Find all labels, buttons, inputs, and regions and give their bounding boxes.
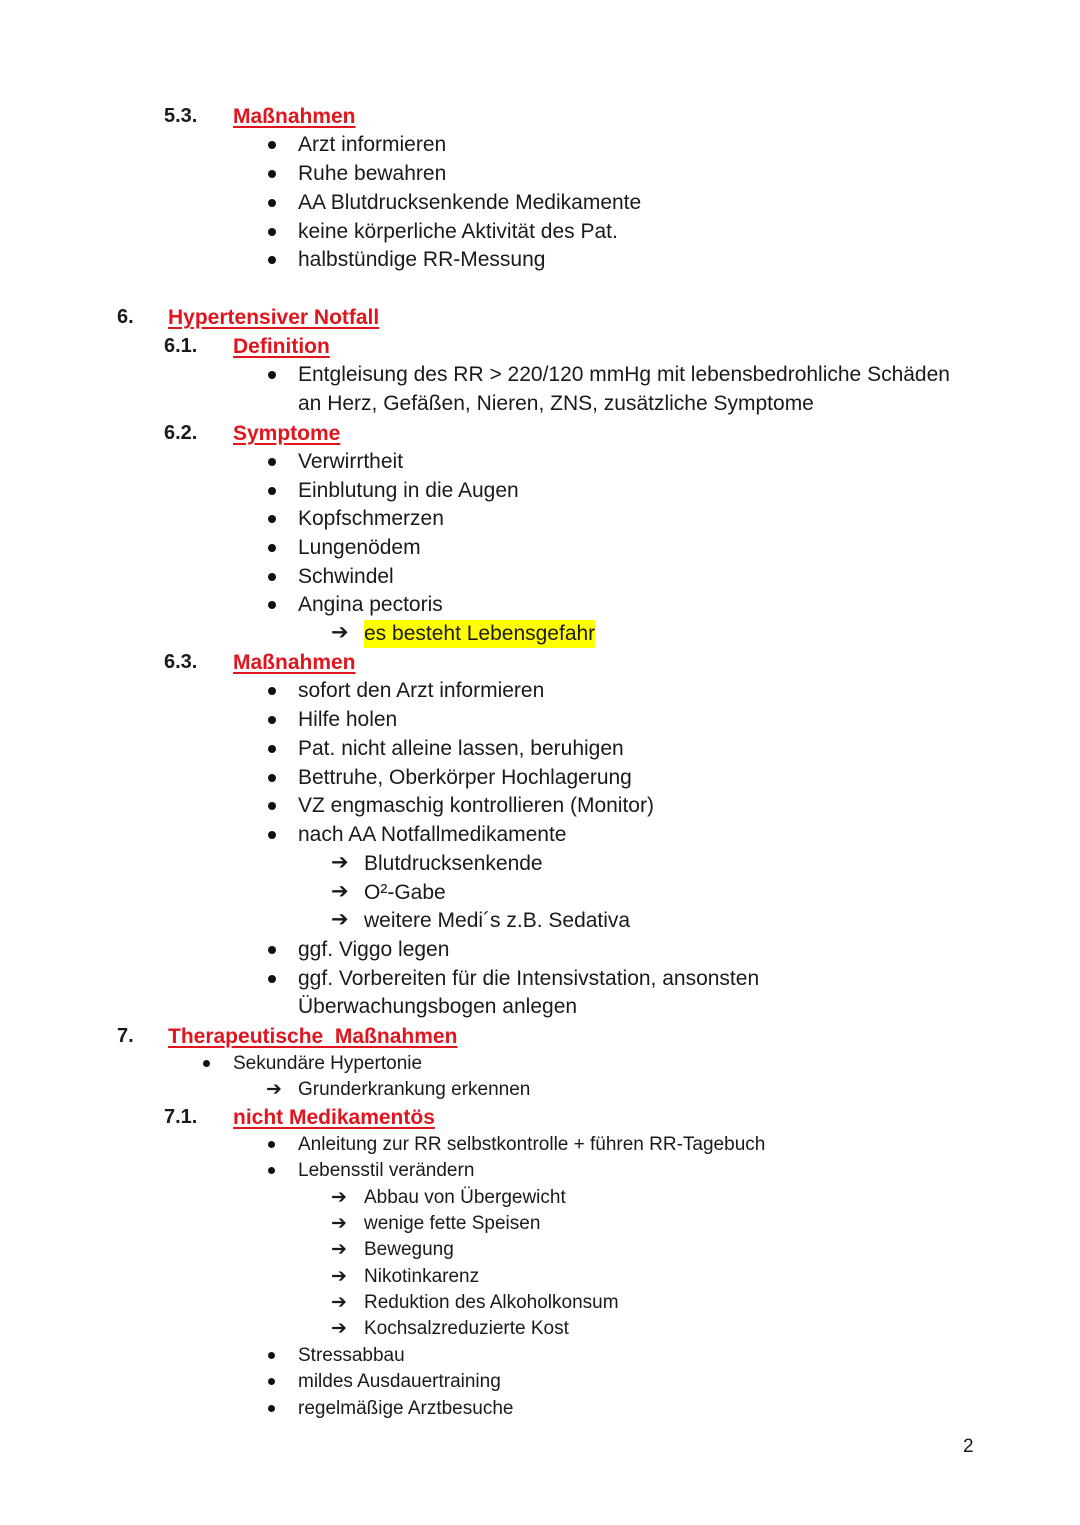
bullet-icon [268, 170, 276, 178]
list-item: sofort den Arzt informieren [298, 679, 545, 702]
bullet-icon [268, 199, 276, 207]
section-heading: Therapeutische Maßnahmen [168, 1025, 458, 1048]
section-number: 7. [117, 1025, 134, 1047]
bullet-icon [268, 1405, 275, 1412]
bullet-icon [268, 802, 276, 810]
section-number: 6. [117, 306, 134, 328]
list-item: ggf. Vorbereiten für die Intensivstation, ansonsten [298, 967, 760, 990]
section-heading: Definition [233, 335, 330, 358]
list-item: ggf. Viggo legen [298, 938, 450, 961]
section-number: 6.3. [164, 651, 198, 673]
section-number: 5.3. [164, 105, 198, 127]
list-item: keine körperliche Aktivität des Pat. [298, 220, 618, 243]
bullet-icon [268, 256, 276, 264]
bullet-icon [268, 487, 276, 495]
list-item: nach AA Notfallmedikamente [298, 823, 567, 846]
bullet-icon [268, 515, 276, 523]
section-number: 6.1. [164, 335, 198, 357]
sub-list-item: wenige fette Speisen [364, 1213, 541, 1234]
list-item: Ruhe bewahren [298, 162, 447, 185]
arrow-right-icon: ➔ [266, 1079, 282, 1100]
bullet-icon [268, 745, 276, 753]
section-number: 6.2. [164, 422, 198, 444]
sub-list-item: Kochsalzreduzierte Kost [364, 1318, 569, 1339]
bullet-icon [268, 716, 276, 724]
list-item: Bettruhe, Oberkörper Hochlagerung [298, 766, 632, 789]
list-item: Angina pectoris [298, 593, 443, 616]
sub-list-item: Abbau von Übergewicht [364, 1187, 566, 1208]
sub-list-item: Bewegung [364, 1239, 454, 1260]
arrow-right-icon: ➔ [331, 1292, 347, 1313]
bullet-icon [268, 975, 276, 983]
list-item: Stressabbau [298, 1345, 405, 1366]
arrow-right-icon: ➔ [331, 1213, 347, 1234]
lebensgefahr-highlight: es besteht Lebensgefahr [364, 620, 595, 648]
bullet-icon [268, 687, 276, 695]
bullet-icon [203, 1060, 210, 1067]
sub-list-item: Blutdrucksenkende [364, 852, 543, 875]
bullet-icon [268, 1352, 275, 1359]
sub-list-item: weitere Medi´s z.B. Sedativa [364, 909, 631, 932]
bullet-icon [268, 371, 276, 379]
bullet-icon [268, 573, 276, 581]
section-heading: Maßnahmen [233, 105, 356, 128]
list-item: Schwindel [298, 565, 394, 588]
sub-list-item: Nikotinkarenz [364, 1266, 480, 1287]
list-item: VZ engmaschig kontrollieren (Monitor) [298, 794, 654, 817]
bullet-icon [268, 831, 276, 839]
sub-list-item: Reduktion des Alkoholkonsum [364, 1292, 619, 1313]
sub-list-item: O²-Gabe [364, 881, 446, 904]
list-item: Sekundäre Hypertonie [233, 1053, 423, 1074]
list-item: Pat. nicht alleine lassen, beruhigen [298, 737, 624, 760]
section-heading: Symptome [233, 422, 341, 445]
list-item: Lebensstil verändern [298, 1160, 475, 1181]
list-item-continuation: Überwachungsbogen anlegen [298, 995, 578, 1018]
list-item-continuation: an Herz, Gefäßen, Nieren, ZNS, zusätzliche Symptome [298, 392, 814, 415]
arrow-right-icon: ➔ [331, 880, 349, 903]
bullet-icon [268, 774, 276, 782]
arrow-right-icon: ➔ [331, 1318, 347, 1339]
list-item: regelmäßige Arztbesuche [298, 1398, 514, 1419]
list-item: Kopfschmerzen [298, 507, 444, 530]
arrow-right-icon: ➔ [331, 908, 349, 931]
arrow-right-icon: ➔ [331, 1239, 347, 1260]
arrow-right-icon: ➔ [331, 1187, 347, 1208]
list-item: Hilfe holen [298, 708, 398, 731]
highlighted-note [364, 623, 595, 644]
bullet-icon [268, 1141, 275, 1148]
page-number: 2 [963, 1436, 974, 1457]
bullet-icon [268, 544, 276, 552]
list-item: Arzt informieren [298, 133, 447, 156]
section-number: 7.1. [164, 1106, 198, 1128]
bullet-icon [268, 1167, 275, 1174]
list-item: halbstündige RR-Messung [298, 248, 546, 271]
bullet-icon [268, 1378, 275, 1385]
arrow-right-icon: ➔ [331, 1266, 347, 1287]
bullet-icon [268, 601, 276, 609]
bullet-icon [268, 946, 276, 954]
list-item: Lungenödem [298, 536, 421, 559]
section-heading: Hypertensiver Notfall [168, 306, 380, 329]
bullet-icon [268, 141, 276, 149]
list-item: Verwirrtheit [298, 450, 404, 473]
arrow-right-icon: ➔ [331, 851, 349, 874]
list-item: Anleitung zur RR selbstkontrolle + führen RR-Tagebuch [298, 1134, 766, 1155]
bullet-icon [268, 228, 276, 236]
list-item: mildes Ausdauertraining [298, 1371, 501, 1392]
list-item: Entgleisung des RR > 220/120 mmHg mit lebensbedrohliche Schäden [298, 363, 950, 386]
bullet-icon [268, 458, 276, 466]
section-heading: nicht Medikamentös [233, 1106, 435, 1129]
list-item: Einblutung in die Augen [298, 479, 519, 502]
list-item: AA Blutdrucksenkende Medikamente [298, 191, 642, 214]
arrow-right-icon: ➔ [331, 621, 349, 644]
sub-list-item: Grunderkrankung erkennen [298, 1079, 531, 1100]
section-heading: Maßnahmen [233, 651, 356, 674]
